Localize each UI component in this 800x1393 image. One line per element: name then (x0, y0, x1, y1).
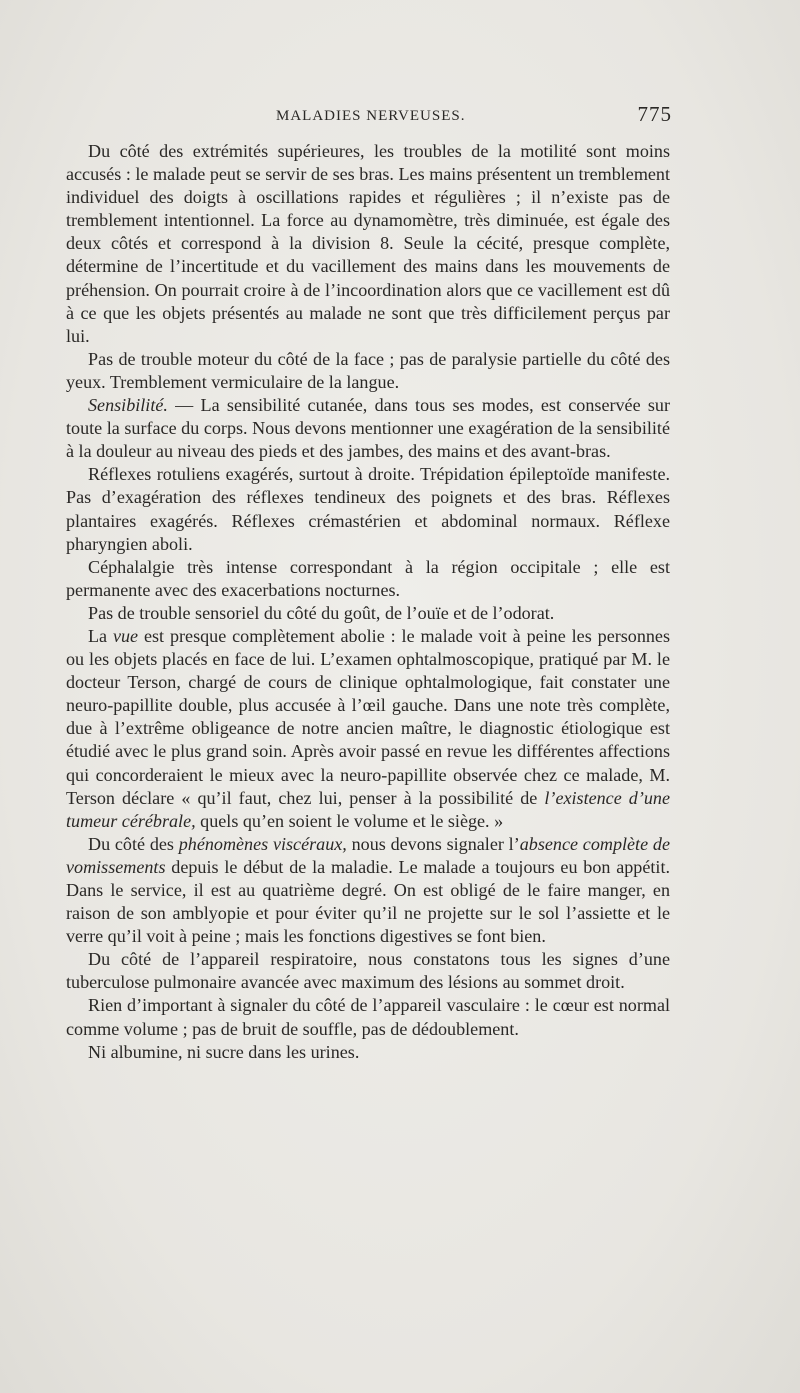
vision-text-2: est presque complètement abolie : le malade voit à peine les personnes ou les objets placés en face de lui. L’examen ophtalmoscopique, pratiqué par M. le docteur Terson, chargé de cours de clinique ophtalmologique, fait constater une neuro-papillite double, plus accusée à l’œil gauche. Dans une note très complète, due à l’extrême obligeance de notre ancien maître, le diagnostic étiologique est étudié avec le plus grand soin. Après avoir passé en revue les différentes affections qui concorderaient le mieux avec la neuro-papillite observée chez ce malade, M. Terson déclare « qu’il faut, chez lui, penser à la possibilité de (66, 625, 671, 808)
page-header (66, 100, 672, 132)
body-text (66, 140, 670, 1064)
sensibility-text: — La sensibilité cutanée, dans tous ses modes, est conservée sur toute la surface du corps. Nous devons mentionner une exagération de la sensibilité à la douleur au niveau des pieds et des jambes, des mains et des avant-bras. (66, 395, 670, 462)
paragraph-urine: Ni albumine, ni sucre dans les urines. (88, 1041, 360, 1062)
visceral-italic-1: phénomènes viscéraux, (178, 833, 347, 854)
vision-text-1: La (88, 625, 113, 646)
paragraph-vascular: Rien d’important à signaler du côté de l’appareil vasculaire : le cœur est normal comme volume ; pas de bruit de souffle, pas de dédoublement. (66, 995, 670, 1039)
vision-text-3: quels qu’en soient le volume et le siège. » (195, 810, 504, 831)
paragraph-headache: Céphalalgie très intense correspondant à la région occipitale ; elle est permanente avec des exacerbations nocturnes. (66, 556, 670, 600)
sensibility-heading: Sensibilité. (88, 395, 168, 416)
visceral-text-1: Du côté des (88, 833, 179, 854)
paragraph-vision (66, 625, 670, 833)
paragraph-senses: Pas de trouble sensoriel du côté du goût, de l’ouïe et de l’odorat. (88, 602, 555, 623)
paragraph-reflexes: Réflexes rotuliens exagérés, surtout à droite. Trépidation épileptoïde manifeste. Pas d’exagération des réflexes tendineux des poignets et des bras. Réflexes plantaires exagérés. Réflexes crémastérien et abdominal normaux. Réflexe pharyngien aboli. (66, 464, 670, 554)
visceral-text-3: depuis le début de la maladie. Le malade a toujours eu bon appétit. Dans le service, il est au quatrième degré. On est obligé de le faire manger, en raison de son amblyopie et pour éviter qu’il ne projette sur le sol l’assiette et le verre qu’il voit à peine ; mais les fonctions digestives se font bien. (66, 856, 670, 947)
paragraph-face: Pas de trouble moteur du côté de la face ; pas de paralysie partielle du côté des yeux. Tremblement vermiculaire de la langue. (66, 348, 670, 392)
paragraph-upper-limbs: Du côté des extrémités supérieures, les troubles de la motilité sont moins accusés : le malade peut se servir de ses bras. Les mains présentent un tremblement individuel des doigts à oscillations rapides et régulières ; il n’existe pas de tremblement intentionnel. La force au dynamomètre, très diminuée, est égale des deux côtés et correspond à la division 8. Seule la cécité, presque complète, détermine de l’incertitude et du vacillement des mains dans les mouvements de préhension. On pourrait croire à de l’incoordination alors que ce vacillement est dû à ce que les objets présentés au malade ne sont que très difficilement perçus par lui. (66, 141, 670, 346)
page-number: 775 (637, 102, 672, 126)
visceral-italic-2: absence complète de vomissements (66, 833, 670, 877)
paragraph-sensibility (66, 394, 670, 463)
paragraph-respiratory: Du côté de l’appareil respiratoire, nous constatons tous les signes d’une tuberculose pulmonaire avancée avec maximum des lésions au sommet droit. (66, 949, 670, 993)
vision-italic-1: vue (112, 625, 139, 646)
vision-italic-2: l’existence d’une tumeur cérébrale, (66, 787, 670, 831)
running-head: MALADIES NERVEUSES. (276, 108, 466, 124)
paragraph-visceral (66, 833, 670, 948)
visceral-text-2: nous devons signaler l’ (346, 833, 520, 854)
